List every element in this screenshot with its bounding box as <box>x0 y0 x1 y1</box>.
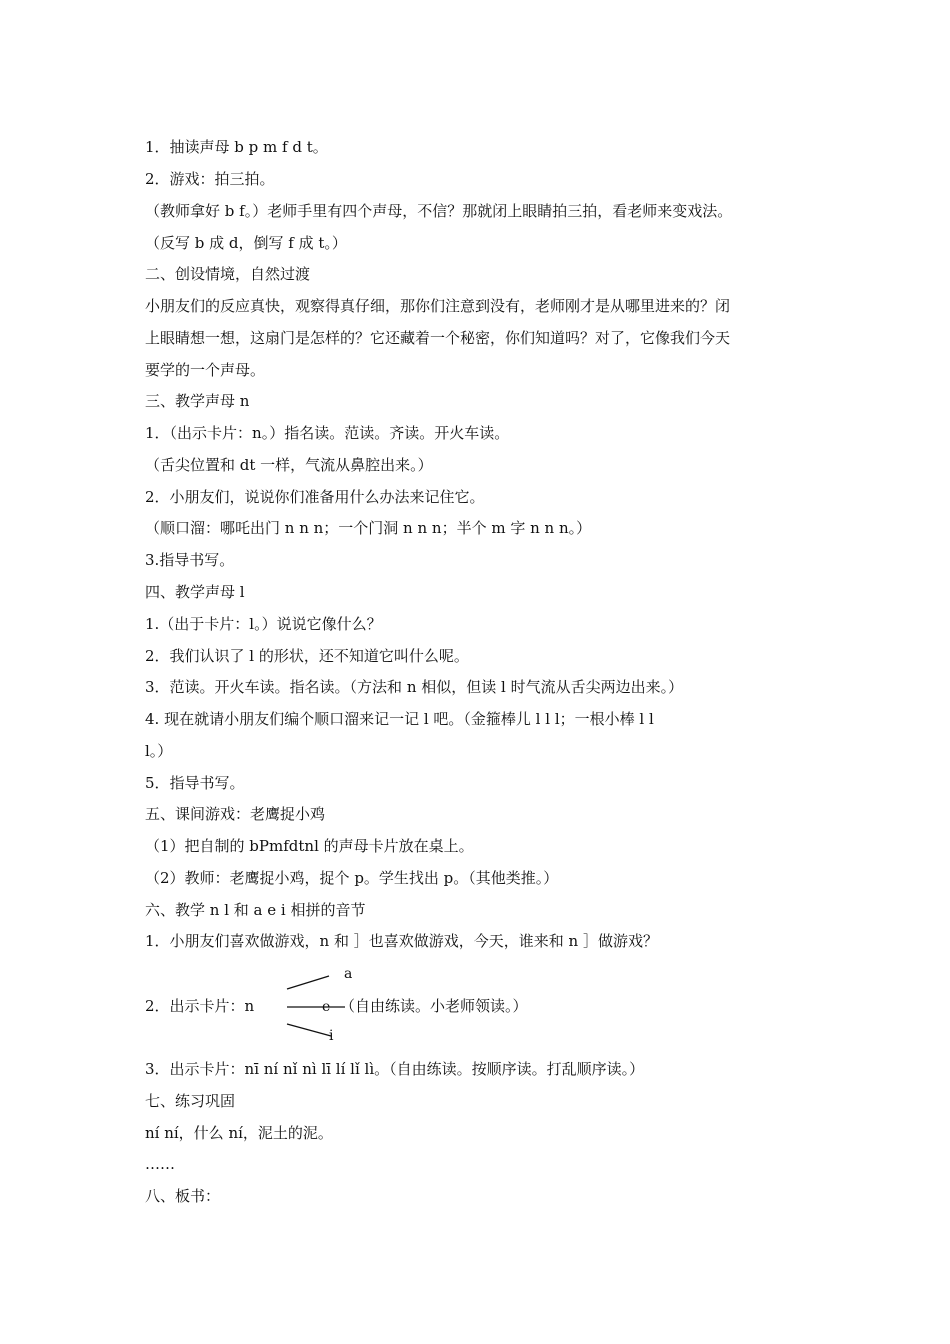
section-heading: 四、教学声母 l <box>145 583 245 601</box>
text-line: 5．指导书写。 <box>145 774 245 792</box>
text-line: 上眼睛想一想，这扇门是怎样的？它还藏着一个秘密，你们知道吗？对了，它像我们今天 <box>145 329 731 347</box>
section-heading: 三、教学声母 n <box>145 392 250 410</box>
text-line: （舌尖位置和 dt 一样，气流从鼻腔出来。） <box>145 456 433 474</box>
text-line: （顺口溜：哪吒出门 n n n；一个门洞 n n n；半个 m 字 n n n。） <box>145 519 592 537</box>
text-line: 3.指导书写。 <box>145 551 235 569</box>
vowel-i: i <box>329 1028 334 1044</box>
section-heading: 七、练习巩固 <box>145 1092 236 1110</box>
section-heading: 八、板书： <box>145 1187 221 1205</box>
text-line: 1．抽读声母 b p m f d t。 <box>145 138 328 156</box>
text-line: 3．出示卡片：nī ní nǐ nì lī lí lǐ lì。（自由练读。按顺序读。打乱顺序读。） <box>145 1060 645 1078</box>
text-line: 4. 现在就请小朋友们编个顺口溜来记一记 l 吧。（金箍棒儿 l l l；一根小棒 l l <box>145 710 654 728</box>
text-line: ní ní，什么 ní，泥土的泥。 <box>145 1124 333 1142</box>
section-heading: 二、创设情境，自然过渡 <box>145 265 311 283</box>
text-line: 1．小朋友们喜欢做游戏，n 和 ］也喜欢做游戏，今天，谁来和 n ］做游戏？ <box>145 932 658 950</box>
text-line: （教师拿好 b f。）老师手里有四个声母，不信？那就闭上眼睛拍三拍，看老师来变戏法。 <box>145 202 733 220</box>
text-line: 2．游戏：拍三拍。 <box>145 170 275 188</box>
section-heading: 五、课间游戏：老鹰捉小鸡 <box>145 805 326 823</box>
text-line: l。） <box>145 742 173 760</box>
text-line: 1．（出示卡片：n。）指名读。范读。齐读。开火车读。 <box>145 424 510 442</box>
text-line: 要学的一个声母。 <box>145 361 266 379</box>
text-line: （反写 b 成 d，倒写 f 成 t。） <box>145 234 347 252</box>
section-heading: 六、教学 n l 和 a e i 相拼的音节 <box>145 901 366 919</box>
text-line: 2．我们认识了 l 的形状，还不知道它叫什么呢。 <box>145 647 469 665</box>
syllable-card-diagram <box>145 966 645 1046</box>
text-line: 1.（出于卡片：l。）说说它像什么？ <box>145 615 382 633</box>
text-line: （1）把自制的 bPmfdtnl 的声母卡片放在桌上。 <box>145 837 474 855</box>
text-line: 2．小朋友们，说说你们准备用什么办法来记住它。 <box>145 488 485 506</box>
connector-line-a <box>287 976 329 989</box>
card-note: （自由练读。小老师领读。） <box>340 997 528 1015</box>
ellipsis: …… <box>145 1155 175 1173</box>
text-line: 3．范读。开火车读。指名读。（方法和 n 相似，但读 l 时气流从舌尖两边出来。） <box>145 678 684 696</box>
card-label: 2．出示卡片：n <box>145 997 255 1015</box>
vowel-e: e <box>322 999 331 1015</box>
text-line: 小朋友们的反应真快，观察得真仔细，那你们注意到没有，老师刚才是从哪里进来的？闭 <box>145 297 731 315</box>
text-line: （2）教师：老鹰捉小鸡，捉个 p。学生找出 p。（其他类推。） <box>145 869 559 887</box>
connector-line-i <box>287 1024 331 1036</box>
vowel-a: a <box>344 966 353 982</box>
